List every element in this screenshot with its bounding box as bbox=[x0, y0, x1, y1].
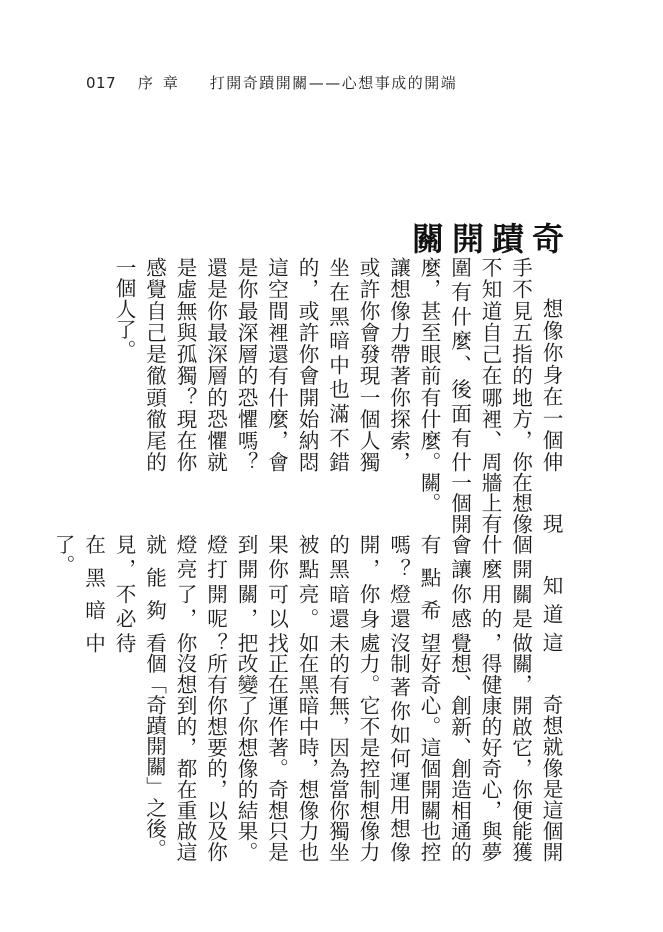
article-heading: 奇蹟開關 bbox=[407, 222, 565, 257]
chapter-label: 序章 bbox=[137, 74, 188, 92]
paragraph: 現在想像牆上有一個開關。 bbox=[417, 472, 563, 534]
running-header bbox=[86, 72, 457, 93]
article-body bbox=[48, 222, 567, 862]
paragraph: 奇想就像是這個開關，開啟它，你便能獲得健康的好奇心，與夢想、創新、創造相通的好奇心。這個開關也控制著你如何運用想像力。它不是控制想像力的有無，因為當你獨坐在黑暗中時，想像力也正在運作著。奇想只是改變了你想像的結果。所有你想要的，以及你沒想到的，都在重啟這個「奇蹟開關」之後。 bbox=[142, 652, 563, 862]
page-number: 017 bbox=[86, 74, 117, 92]
paragraph: 想像你身在一個伸手不見五指的地方，你不知道自己在哪裡、周圍有什麼、後面有什麼，甚至眼前有什麼。讓想像力帶著你探索，或許你會發現一個人獨坐在黑暗中也滿不錯的，或許你會開始納悶這空間裡還有什麼，會是你最深層的恐懼嗎？還是你最深層的恐懼就是虛無與孤獨？現在你感覺自己是徹頭徹尾的一個人了。 bbox=[112, 257, 563, 473]
paragraph: 知道這個開關是做什麼用的，會讓你感覺有點希望嗎？燈還沒開，你身處的黑暗還未被點亮。如果你可以找到開關，把燈打開呢？燈亮了，你就能夠看見，不必待在黑暗中了。 bbox=[51, 533, 563, 653]
section-title: 打開奇蹟開關——心想事成的開端 bbox=[209, 74, 458, 92]
